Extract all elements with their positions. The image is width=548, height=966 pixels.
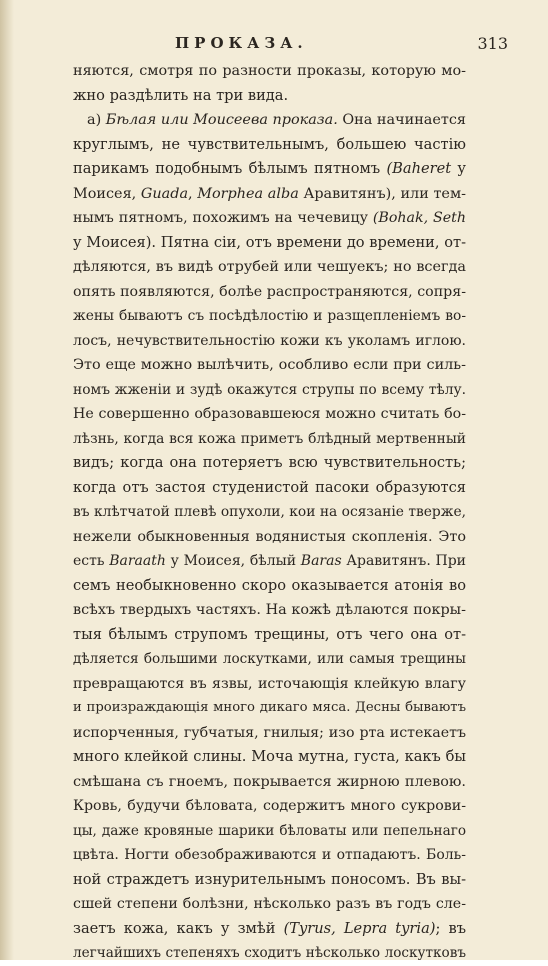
text-segment: Аравитянъ. При (341, 553, 467, 569)
text-segment: у (451, 160, 466, 177)
text-line: испорченныя, губчатыя, гнилыя; изо рта истекаетъ (73, 724, 466, 741)
text-line: когда отъ застоя студенистой пасоки образуются (73, 478, 466, 496)
text-segment: , (188, 185, 198, 202)
text-line: Кровь, будучи бѣловата, содержитъ много сукрови- (73, 798, 466, 814)
italic-term: Бѣлая или Моисеева проказа. (105, 112, 338, 128)
text-line: цвѣта. Ногти обезображиваются и отпадаютъ. Боль- (73, 847, 466, 863)
text-line: лѣзнь, когда вся кожа приметъ блѣдный мертвенный (73, 430, 466, 447)
text-line: и произраждающія много дикаго мяса. Десны бываютъ (73, 700, 466, 715)
running-title: ПРОКАЗА. (175, 34, 308, 52)
page-number: 313 (477, 34, 508, 53)
text-line: много клейкой слины. Моча мутна, густа, какъ бы (73, 748, 466, 765)
italic-term: Baraath (109, 553, 166, 569)
text-line: няются, смотря по разности проказы, которую мо- (73, 63, 466, 79)
italic-term: (Bohak, Seth (372, 210, 466, 226)
text-line: Это еще можно вылѣчить, особливо если при силь- (73, 357, 466, 373)
italic-term: Morphea alba (197, 185, 299, 202)
text-line: дѣляются, въ видѣ отрубей или чешуекъ; но всегда (73, 259, 466, 275)
text-line: Не совершенно образовавшеюся можно считать бо- (73, 406, 466, 422)
text-segment: заетъ кожа, какъ у змѣй (73, 919, 284, 937)
text-line: смѣшана съ гноемъ, покрывается жирною плевою. (73, 773, 466, 790)
text-line: ной страждетъ изнурительнымъ поносомъ. Въ вы- (73, 870, 466, 888)
italic-term: (Baheret (386, 160, 452, 177)
text-line: у Моисея). Пятна сіи, отъ времени до времени, от- (73, 233, 466, 251)
text-line (73, 549, 466, 574)
text-line: дѣляется большими лоскутками, или самыя трещины (73, 651, 466, 667)
page-header (70, 34, 518, 58)
text-segment: нымъ пятномъ, похожимъ на чечевицу (73, 210, 373, 226)
text-segment: Аравитянъ), или тем- (298, 185, 466, 202)
text-line (73, 917, 466, 942)
text-line: превращаются въ язвы, источающія клейкую влагу (73, 675, 466, 692)
body-text (73, 59, 466, 966)
text-line: сшей степени болѣзни, нѣсколько разъ въ годъ сле- (73, 896, 466, 912)
text-line: тыя бѣлымъ струпомъ трещины, отъ чего она от- (73, 625, 466, 643)
text-line: семъ необыкновенно скоро оказывается атонія во (73, 576, 466, 594)
text-line: видъ; когда она потеряетъ всю чувствительность; (73, 454, 466, 471)
text-line (73, 157, 466, 182)
text-line: цы, даже кровяные шарики бѣловаты или пепельнаго (73, 822, 466, 839)
text-line: въ клѣтчатой плевѣ опухоли, кои на осязаніе тверже, (73, 504, 466, 520)
text-line: номъ жженіи и зудѣ окажутся струпы по всему тѣлу. (73, 381, 466, 398)
text-segment: у Моисея, бѣлый (165, 553, 301, 569)
italic-term: Guada (140, 185, 189, 202)
italic-term: Baras (300, 553, 342, 569)
text-line: лосъ, нечувствительностію кожи къ уколамъ иглою. (73, 332, 466, 349)
text-line: жены бываютъ съ посѣдѣлостію и разщепленіемъ во- (73, 308, 466, 324)
text-line: опять появляются, болѣе распространяются, сопря- (73, 283, 466, 300)
text-line: жно раздѣлить на три вида. (73, 86, 289, 104)
text-line: круглымъ, не чувствительнымъ, большею частію (73, 135, 466, 153)
italic-term: (Tyrus, Lepra tyria) (283, 919, 436, 937)
text-line (73, 108, 466, 133)
text-segment: есть (73, 553, 110, 569)
text-line (73, 206, 466, 231)
text-line (73, 182, 466, 207)
text-line: легчайшихъ степеняхъ сходитъ нѣсколько лоскутковъ (73, 945, 466, 961)
text-segment: парикамъ подобнымъ бѣлымъ пятномъ (73, 160, 387, 177)
text-segment: а) (87, 112, 106, 128)
text-segment: Моисея, (73, 185, 141, 202)
text-line: всѣхъ твердыхъ частяхъ. На кожѣ дѣлаются покры- (73, 602, 466, 618)
page-edge-shadow (0, 0, 14, 960)
text-line: нежели обыкновенныя водянистыя скопленія. Это (73, 528, 466, 545)
text-segment: ; въ (435, 919, 467, 937)
text-segment: Она начинается (337, 112, 466, 128)
